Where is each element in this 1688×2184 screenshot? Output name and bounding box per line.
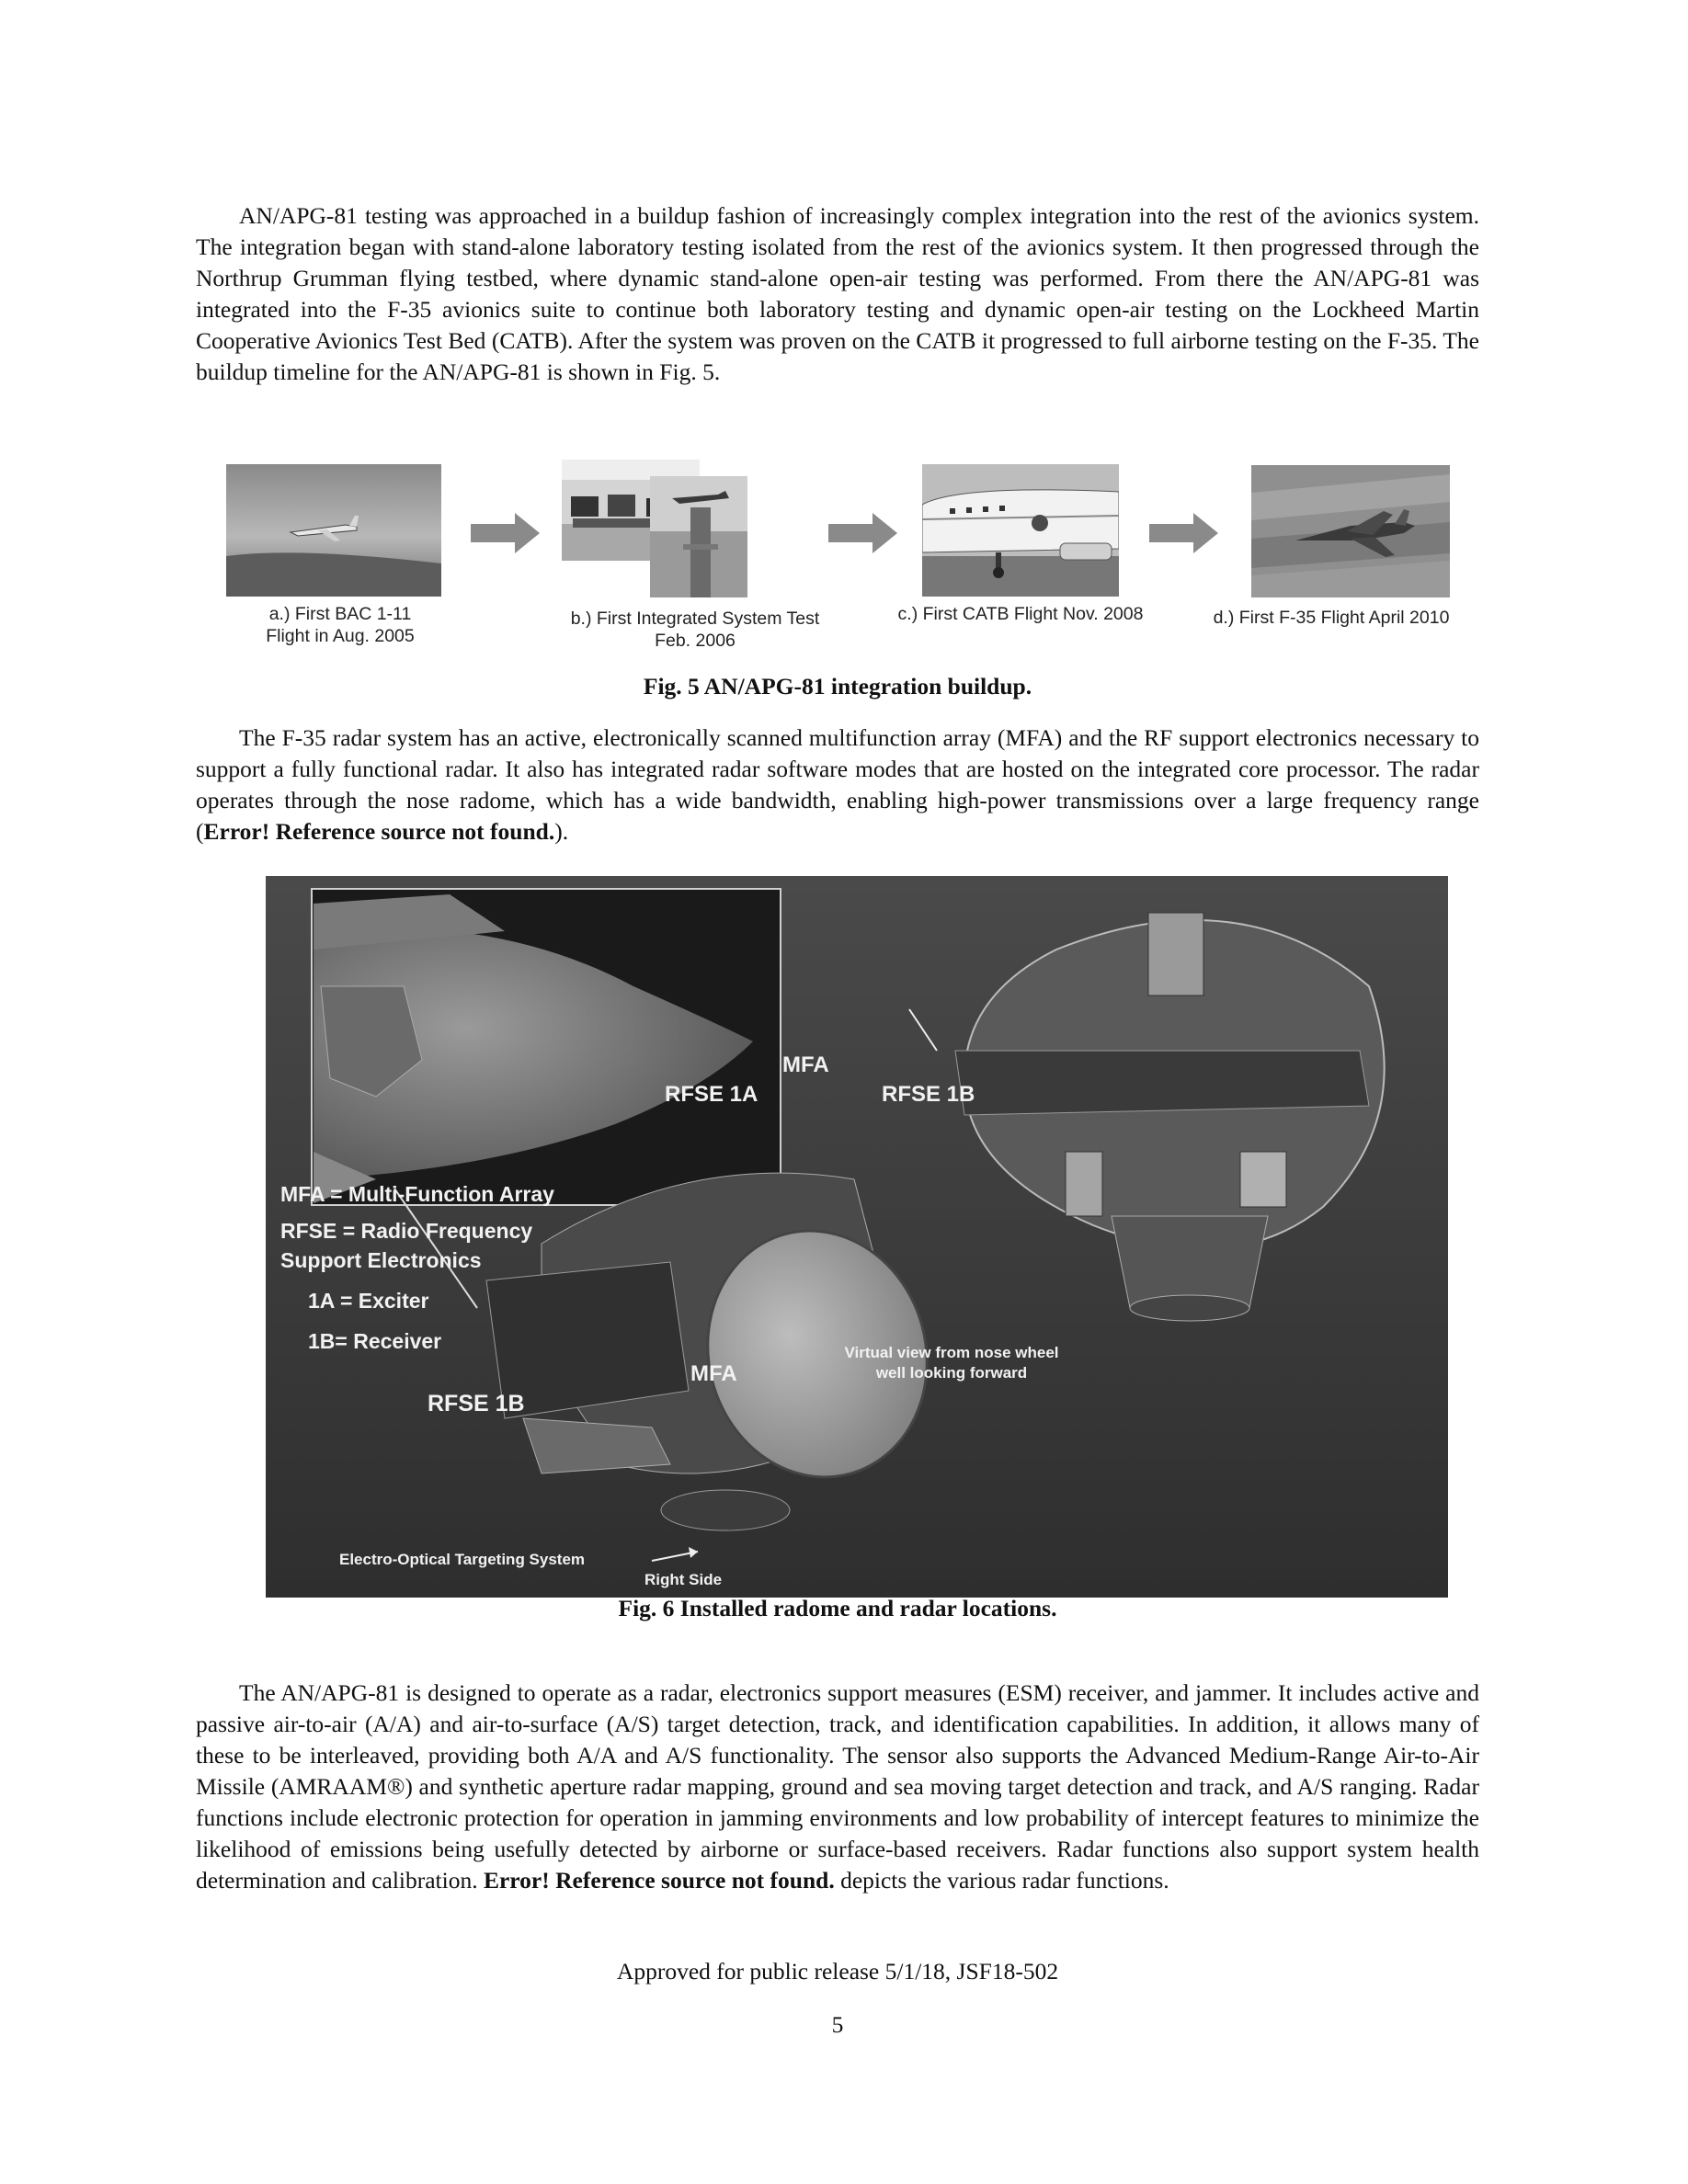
- fig5-label-a: a.) First BAC 1-11 Flight in Aug. 2005: [266, 604, 415, 646]
- label-mfa-dish: MFA: [690, 1361, 737, 1386]
- body-paragraph-1: AN/APG-81 testing was approached in a buildup fashion of increasingly complex integration into the rest of the avionics system. The integration began with stand-alone laboratory testing isolated from the rest of the avionics system. It then progressed through the Northrup Grumman flying testbed, where dynamic stand-alone open-air testing was performed. From there the AN/APG-81 was integrated into the F-35 avionics suite to continue both laboratory testing and dynamic open-air testing on the Lockheed Martin Cooperative Avionics Test Bed (CATB). After the system was proven on the CATB it progressed to full airborne testing on the F-35. The buildup timeline for the AN/APG-81 is shown in Fig. 5.: [196, 202, 1479, 385]
- figure-5-caption: Fig. 5 AN/APG-81 integration buildup.: [643, 673, 1032, 700]
- label-eots: Electro-Optical Targeting System: [339, 1551, 586, 1568]
- arrow-icon: [828, 513, 897, 553]
- fig5-label-c: c.) First CATB Flight Nov. 2008: [897, 604, 1144, 624]
- figure-6-caption: Fig. 6 Installed radome and radar locations.: [618, 1595, 1057, 1621]
- fig5-label-d: d.) First F-35 Flight April 2010: [1213, 608, 1450, 628]
- label-mfa-top: MFA: [782, 1052, 829, 1077]
- photo-integrated-system-test: [562, 460, 826, 597]
- body-paragraph-3: The AN/APG-81 is designed to operate as a radar, electronics support measures (ESM) receiver, and jammer. It includes active and passive air-to-air (A/A) and air-to-surface (A/S) target detection, track, and identification capabilities. In addition, it allows many of these to be interleaved, providing both A/A and A/S functionality. The sensor also supports the Advanced Medium-Range Air-to-Air Missile (AMRAAM®) and synthetic aperture radar mapping, ground and sea moving target detection and track, and A/S ranging. Radar functions include electronic protection for operation in jamming environments and low probability of intercept features to minimize the likelihood of emissions being usefully detected by airborne or surface-based receivers. Radar functions also support system health determination and calibration. Error! Reference source not found. depicts the various radar functions.: [196, 1679, 1479, 1894]
- photo-catb-aircraft: [922, 464, 1119, 597]
- label-rfse-1b-bottom: RFSE 1B: [428, 1391, 525, 1416]
- label-right-side: Right Side: [644, 1571, 723, 1588]
- arrow-icon: [1149, 513, 1218, 553]
- fig6-legend: MFA = Multi-Function Array RFSE = Radio Frequency Support Electronics 1A = Exciter 1B= Receiver: [280, 1182, 554, 1353]
- reference-error-text: Error! Reference source not found.: [203, 818, 555, 845]
- label-rfse-1a: RFSE 1A: [665, 1082, 758, 1107]
- photo-bac-1-11: [226, 464, 441, 597]
- label-rfse-1b-top: RFSE 1B: [882, 1082, 975, 1107]
- photo-f35-flight: [1251, 465, 1450, 597]
- approval-notice: Approved for public release 5/1/18, JSF18-502: [616, 1958, 1059, 1985]
- figure-6: [266, 876, 1448, 1598]
- reference-error-text: Error! Reference source not found.: [483, 1867, 835, 1894]
- page-number: 5: [831, 2011, 844, 2038]
- body-paragraph-2: The F-35 radar system has an active, electronically scanned multifunction array (MFA) and the RF support electronics necessary to support a fully functional radar. It also has integrated radar software modes that are hosted on the integrated core processor. The radar operates through the nose radome, which has a wide bandwidth, enabling high-power transmissions over a large frequency range (Error! Reference source not found.).: [196, 724, 1479, 845]
- label-virtual-view: Virtual view from nose wheel well looking forward: [844, 1344, 1059, 1382]
- fig5-label-b: b.) First Integrated System Test Feb. 2006: [570, 609, 820, 651]
- arrow-icon: [471, 513, 540, 553]
